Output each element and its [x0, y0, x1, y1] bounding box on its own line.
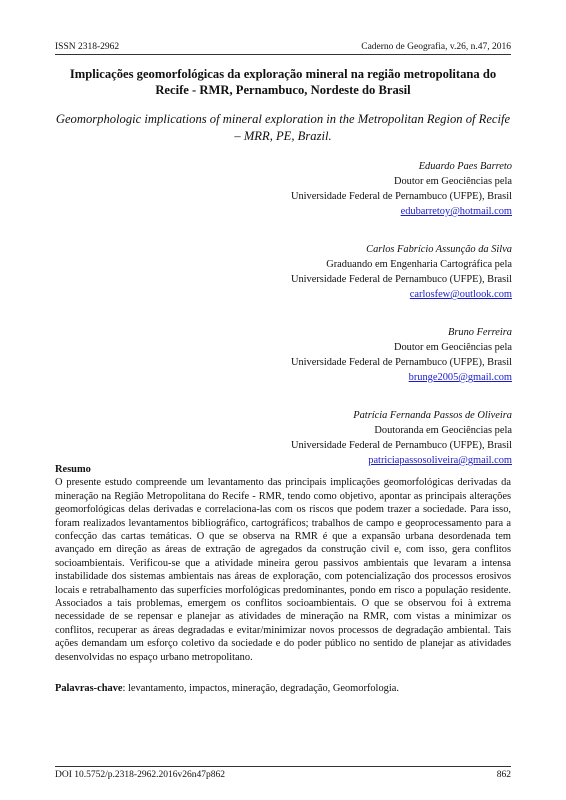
author-name: Patrícia Fernanda Passos de Oliveira	[353, 410, 512, 421]
abstract-heading: Resumo	[55, 464, 91, 475]
issn-label: ISSN 2318-2962	[55, 42, 120, 52]
keywords-line	[55, 682, 511, 696]
abstract-section	[55, 463, 511, 664]
keywords-label: Palavras-chave	[55, 683, 123, 694]
author-email-link[interactable]: brunge2005@gmail.com	[408, 372, 512, 383]
author-degree: Doutor em Geociências pela	[393, 342, 512, 353]
author-block	[152, 159, 512, 219]
author-block	[152, 408, 512, 468]
author-email-link[interactable]: edubarretoy@hotmail.com	[400, 206, 512, 217]
author-degree: Graduando em Engenharia Cartográfica pela	[326, 259, 512, 270]
author-email-link[interactable]: patriciapassosoliveira@gmail.com	[368, 455, 512, 466]
author-name: Carlos Fabrício Assunção da Silva	[366, 244, 512, 255]
page-number: 862	[496, 770, 511, 780]
journal-citation: Caderno de Geografia, v.26, n.47, 2016	[361, 42, 511, 52]
author-block	[152, 325, 512, 385]
doi-label: DOI 10.5752/p.2318-2962.2016v26n47p862	[55, 770, 225, 780]
author-list	[152, 159, 512, 491]
running-header	[55, 34, 511, 55]
title-english: Geomorphologic implications of mineral exploration in the Metropolitan Region of Recife – MRR, PE, Brazil.	[55, 112, 511, 143]
running-footer	[55, 766, 511, 780]
author-name: Eduardo Paes Barreto	[418, 161, 512, 172]
author-institution: Universidade Federal de Pernambuco (UFPE), Brasil	[290, 440, 512, 451]
keywords-text: : levantamento, impactos, mineração, degradação, Geomorfologia.	[122, 683, 399, 694]
author-institution: Universidade Federal de Pernambuco (UFPE), Brasil	[290, 191, 512, 202]
author-degree: Doutor em Geociências pela	[393, 176, 512, 187]
author-institution: Universidade Federal de Pernambuco (UFPE), Brasil	[290, 357, 512, 368]
author-degree: Doutoranda em Geociências pela	[374, 425, 512, 436]
author-email-link[interactable]: carlosfew@outlook.com	[409, 289, 512, 300]
abstract-body: O presente estudo compreende um levantamento das principais implicações geomorfológicas derivadas da mineração na Região Metropolitana do Recife - RMR, tendo como objetivo, apontar as principais alterações geomorfológicas delas derivadas e correlaciona-las com os riscos que podem trazer a sociedade. Para isso, foram realizados levantamentos bibliográfico, cartográficos; trabalhos de campo e geoprocessamento para a confecção das cartas temáticas. O que se observa na RMR é que a expansão urbana desordenada tem avançado em direção as áreas de extração de agregados da construção civil e, com isso, gera conflitos socioambientais. Verificou-se que a atividade mineira gerou passivos ambientais que levaram a intensa instabilidade dos sistemas ambientais nas áreas de exploração, com potencialização dos processos erosivos locais e retrabalhamento das superfícies morfológicas predominantes, pondo em risco a população residente. Associados a tais problemas, emergem os conflitos socioambientais. O que se observou foi à extrema necessidade de se repensar e planejar as atividades de mineração na RMR, com vistas a minimizar os conflitos, recuperar as áreas degradadas e evitar/minimizar novos processos de degradação ambiental. Tais ações demandam um esforço coletivo da sociedade e do poder público no sentido de planejar as atividades desenvolvidas no espaço urbano metropolitano.	[55, 477, 511, 663]
author-institution: Universidade Federal de Pernambuco (UFPE), Brasil	[290, 274, 512, 285]
author-block	[152, 242, 512, 302]
title-portuguese: Implicações geomorfológicas da exploração mineral na região metropolitana do Recife - RMR, Pernambuco, Nordeste do Brasil	[69, 67, 497, 97]
author-name: Bruno Ferreira	[448, 327, 512, 338]
